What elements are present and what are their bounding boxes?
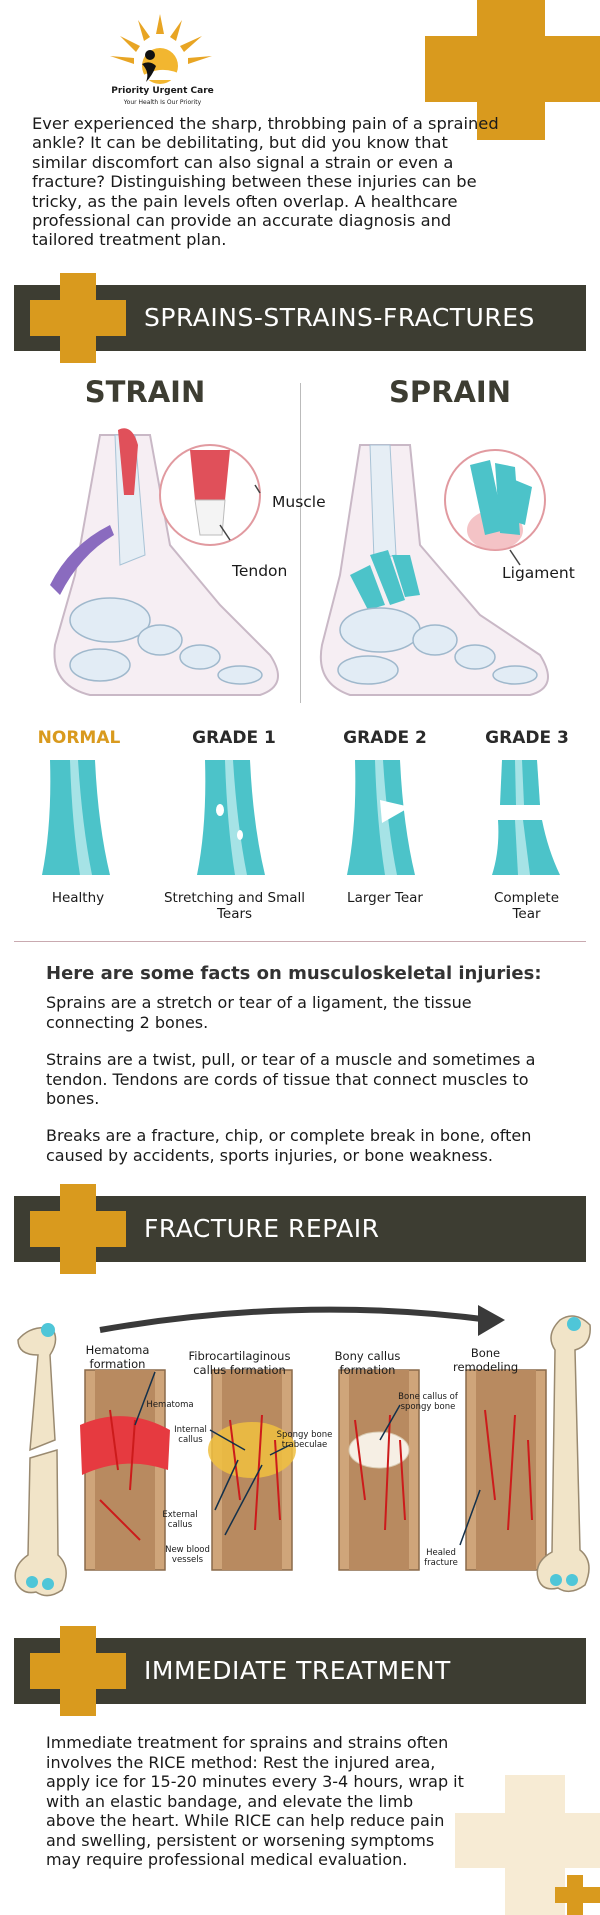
grade-title-3: GRADE 3 — [485, 728, 569, 748]
decorative-plus-bottom — [555, 1875, 600, 1915]
fracture-stage-2 — [208, 1370, 296, 1570]
ligament-grades-illustration — [0, 755, 600, 880]
stage-title-bony-callus: Bony callus formation — [334, 1349, 401, 1377]
anno-internal-callus: Internal callus — [174, 1425, 207, 1445]
fact-sprains: Sprains are a stretch or tear of a ligament, the tissue connecting 2 bones. — [46, 993, 472, 1032]
logo-name: Priority Urgent Care — [111, 86, 214, 96]
grade-title-2: GRADE 2 — [343, 728, 427, 748]
treatment-paragraph: Immediate treatment for sprains and strains often involves the RICE method: Rest the injured area, apply ice for 15-20 minutes every 3-4 hours, wrap it with an elastic bandage, and elevate the limb above the heart. While RICE can help reduce pain and swelling, persistent or worsening symptoms may require professional medical evaluation. — [46, 1733, 464, 1869]
grade-1-ligament — [197, 760, 265, 875]
intro-paragraph: Ever experienced the sharp, throbbing pain of a sprained ankle? It can be debilitating, but did you know that similar discomfort can also signal a strain or even a fracture? Distinguishing between these injuries can be tricky, as the pain levels often overlap. A healthcare professional can provide an accurate diagnosis and tailored treatment plan. — [32, 114, 499, 250]
banner-plus-icon — [30, 273, 126, 363]
stage-title-hematoma: Hematoma formation — [85, 1343, 150, 1371]
section-title-injuries: SPRAINS-STRAINS-FRACTURES — [144, 303, 535, 332]
arrow-head-icon — [478, 1305, 505, 1336]
facts-heading: Here are some facts on musculoskeletal injuries: — [46, 963, 542, 984]
grade-caption-normal: Healthy — [51, 890, 105, 906]
grade-caption-2: Larger Tear — [347, 890, 423, 906]
section-title-fracture: FRACTURE REPAIR — [144, 1214, 380, 1243]
grade-3-ligament — [492, 760, 560, 875]
stage-title-remodeling: Bone remodeling — [453, 1346, 519, 1374]
broken-bone-left — [15, 1323, 66, 1596]
section-title-treatment: IMMEDIATE TREATMENT — [144, 1656, 451, 1685]
banner-plus-icon — [30, 1184, 126, 1274]
anno-bony-callus: Bone callus of spongy bone — [398, 1392, 458, 1412]
anno-hematoma: Hematoma — [146, 1400, 194, 1410]
grade-title-normal: NORMAL — [37, 728, 121, 748]
anno-spongy-trabeculae: Spongy bone trabeculae — [276, 1430, 333, 1450]
sprain-title: SPRAIN — [389, 375, 511, 409]
banner-plus-icon — [30, 1626, 126, 1716]
logo — [100, 10, 225, 118]
strain-title: STRAIN — [84, 375, 206, 409]
grade-2-ligament — [347, 760, 415, 875]
column-divider — [300, 383, 301, 703]
fracture-stage-4 — [466, 1370, 546, 1570]
fact-breaks: Breaks are a fracture, chip, or complete break in bone, often caused by accidents, sports injuries, or bone weakness. — [46, 1126, 532, 1165]
label-tendon: Tendon — [232, 562, 288, 580]
grade-title-1: GRADE 1 — [192, 728, 276, 748]
grade-caption-3: Complete Tear — [493, 890, 560, 922]
logo-tagline: Your Health Is Our Priority — [123, 99, 202, 106]
stage-title-fibrocartilaginous: Fibrocartilaginous callus formation — [188, 1349, 291, 1377]
grade-normal-ligament — [42, 760, 110, 875]
grade-caption-1: Stretching and Small Tears — [163, 890, 306, 922]
anno-healed-fracture: Healed fracture — [424, 1548, 458, 1568]
sun-logo-icon — [100, 10, 225, 86]
fact-strains: Strains are a twist, pull, or tear of a muscle and sometimes a tendon. Tendons are cords of tissue that connect muscles to bones. — [46, 1050, 536, 1108]
section-divider — [14, 941, 586, 942]
label-muscle: Muscle — [272, 493, 326, 511]
anno-new-vessels: New blood vessels — [165, 1545, 210, 1565]
label-ligament: Ligament — [502, 564, 575, 582]
anno-external-callus: External callus — [162, 1510, 198, 1530]
